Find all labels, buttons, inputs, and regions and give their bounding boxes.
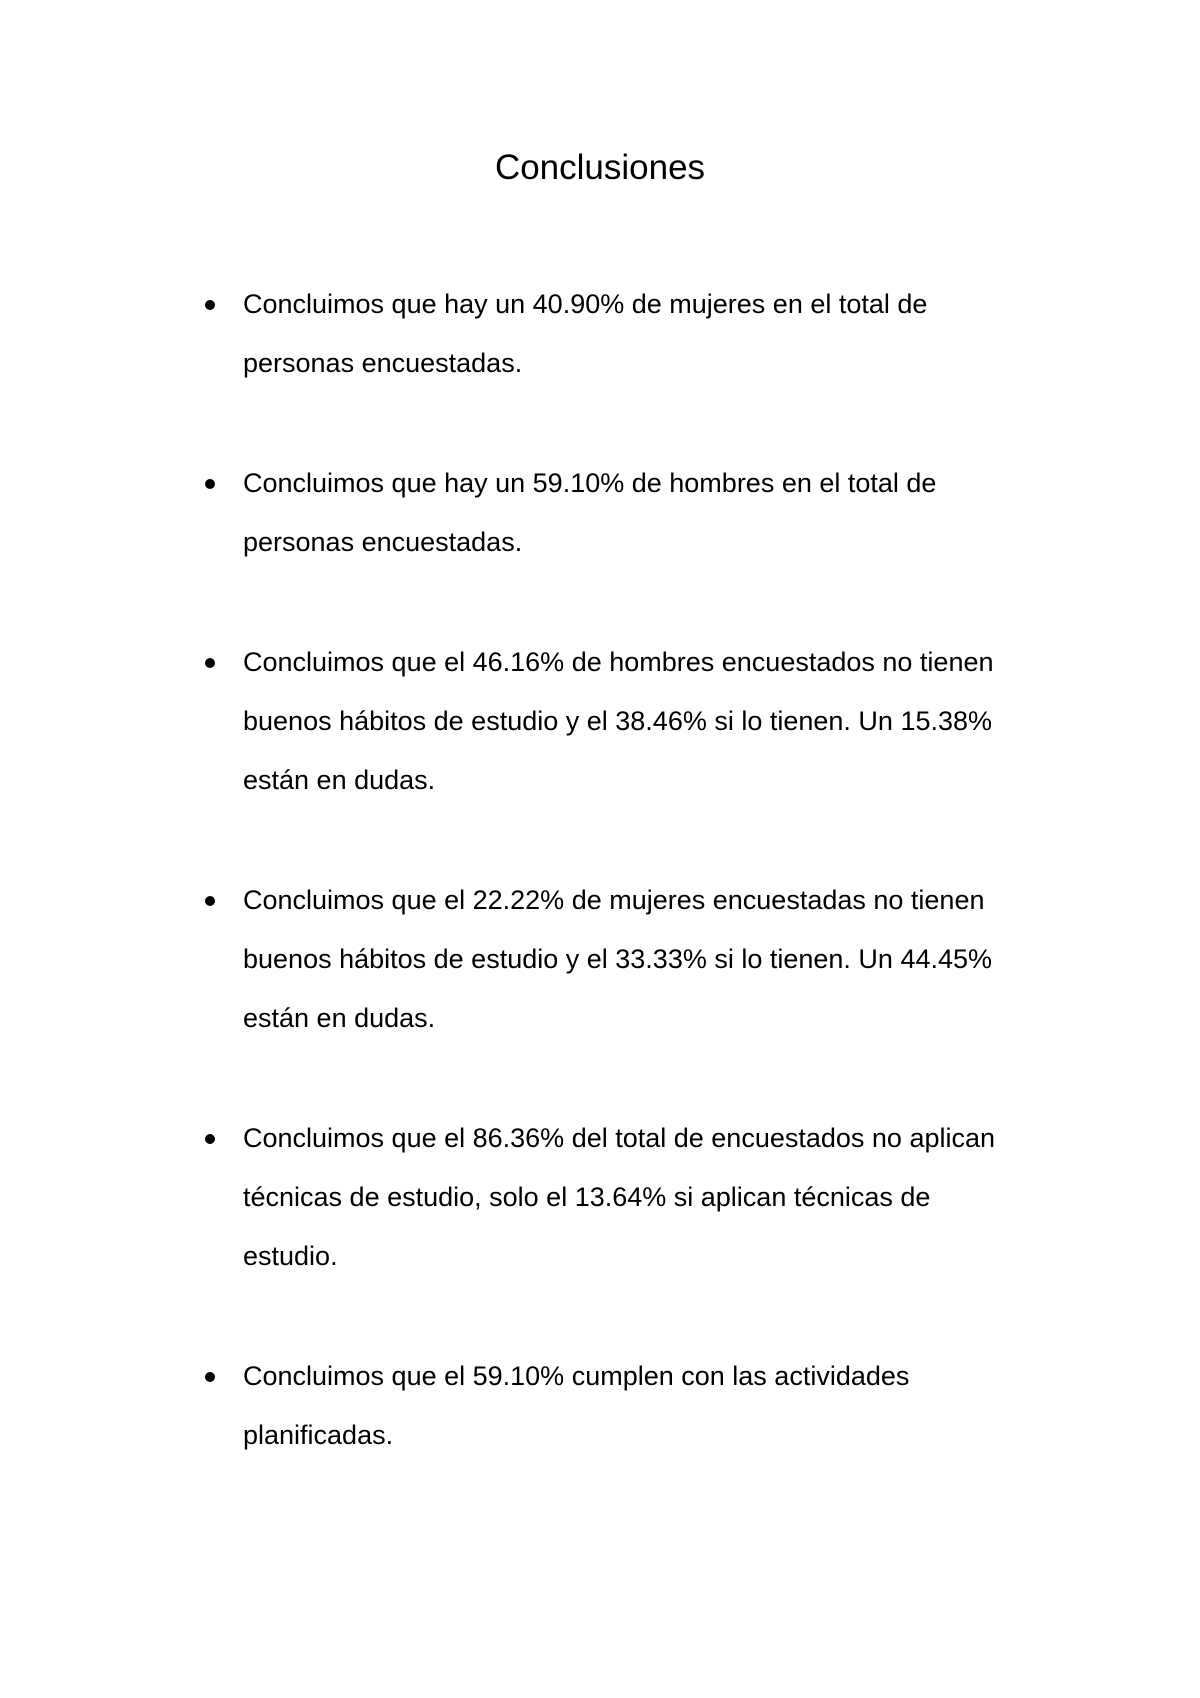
list-item-text: Concluimos que hay un 59.10% de hombres en el total de personas encuestadas. bbox=[243, 468, 937, 557]
bullet-icon bbox=[205, 1134, 215, 1144]
list-item-text: Concluimos que el 86.36% del total de encuestados no aplican técnicas de estudio, solo el 13.64% si aplican técnicas de estudio. bbox=[243, 1123, 996, 1271]
bullet-icon bbox=[205, 658, 215, 668]
list-item-text: Concluimos que hay un 40.90% de mujeres en el total de personas encuestadas. bbox=[243, 289, 928, 378]
bullet-icon bbox=[205, 896, 215, 906]
bullet-icon bbox=[205, 1372, 215, 1382]
list-item bbox=[243, 871, 1023, 1048]
list-item bbox=[243, 454, 1023, 572]
page-title: Conclusiones bbox=[494, 148, 706, 187]
list-item bbox=[243, 1347, 1023, 1465]
list-item bbox=[243, 1109, 1023, 1286]
bullet-icon bbox=[205, 300, 215, 310]
list-item-text: Concluimos que el 46.16% de hombres encuestados no tienen buenos hábitos de estudio y el 38.46% si lo tienen. Un 15.38% están en dudas. bbox=[243, 647, 994, 795]
list-item bbox=[243, 633, 1023, 810]
list-item bbox=[243, 275, 1023, 393]
bullet-icon bbox=[205, 479, 215, 489]
list-item-text: Concluimos que el 22.22% de mujeres encuestadas no tienen buenos hábitos de estudio y el 33.33% si lo tienen. Un 44.45% están en dudas. bbox=[243, 885, 993, 1033]
list-item-text: Concluimos que el 59.10% cumplen con las actividades planificadas. bbox=[243, 1361, 910, 1450]
